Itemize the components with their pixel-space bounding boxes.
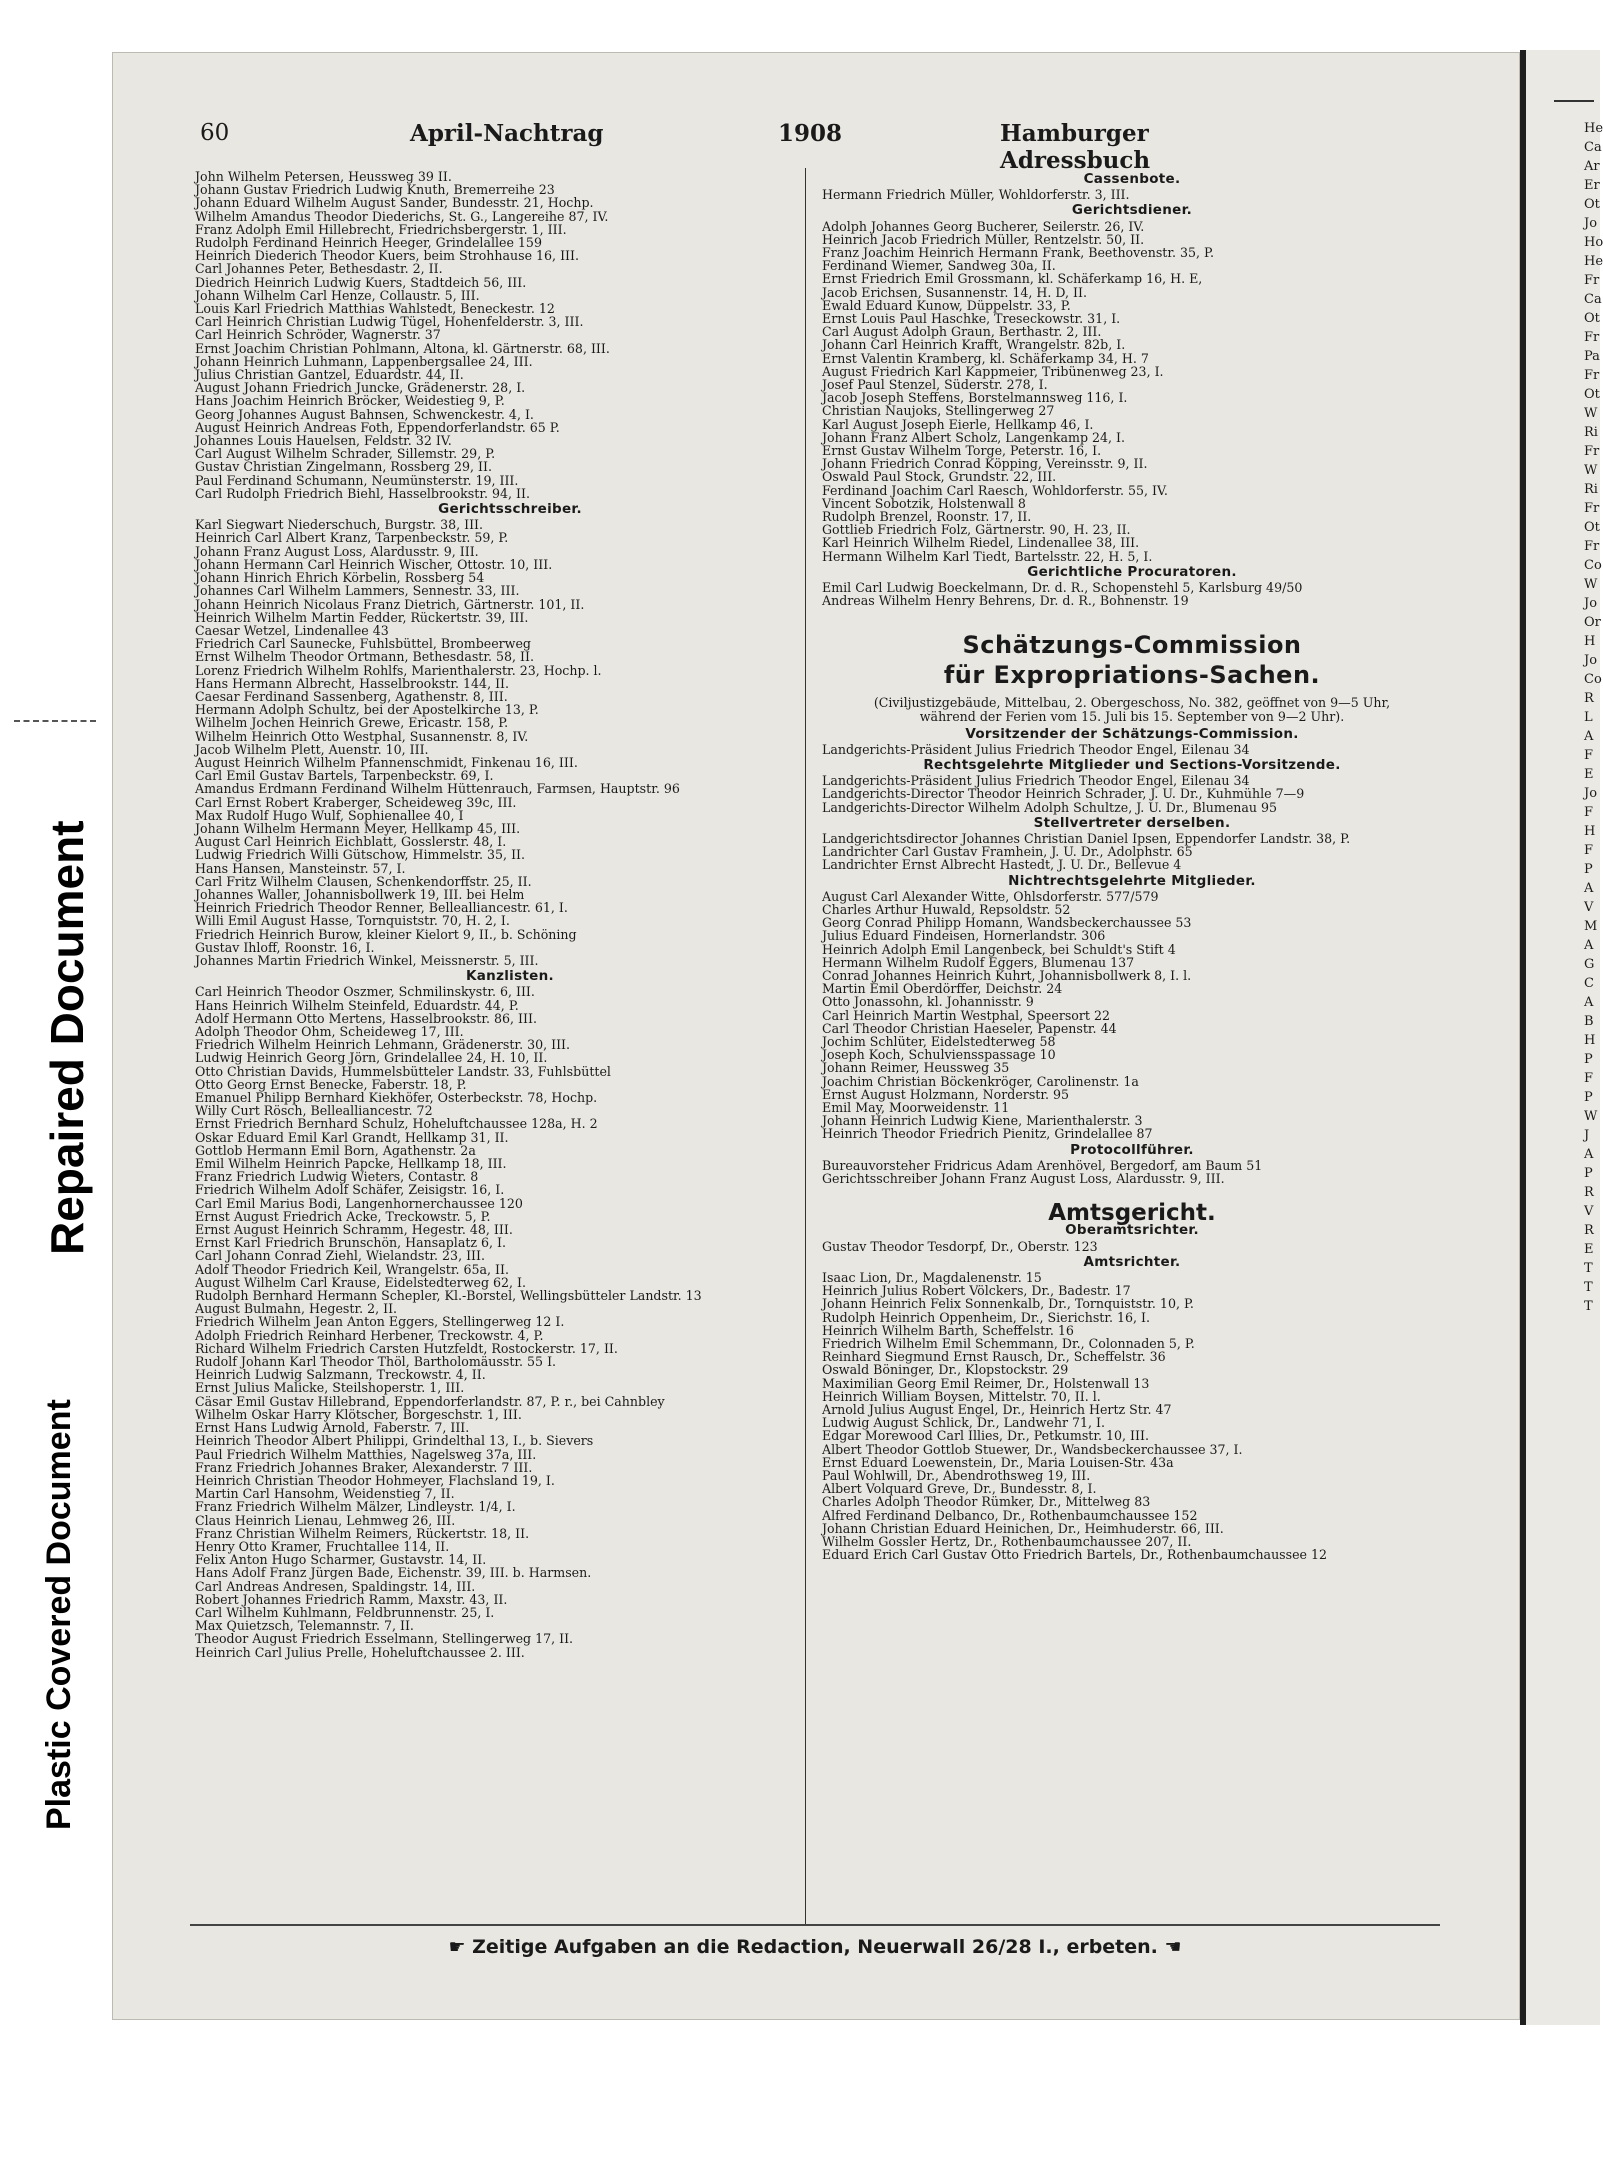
directory-entry: Friedrich Wilhelm Adolf Schäfer, Zeisigstr. 16, I.: [195, 1182, 505, 1198]
directory-entry: Adolph Johannes Georg Bucherer, Seilerstr. 26, IV.: [822, 218, 1145, 234]
next-page-fragment: P: [1584, 862, 1593, 877]
directory-entry: Jacob Joseph Steffens, Borstelmannsweg 116, I.: [822, 390, 1128, 406]
directory-entry: Ludwig Friedrich Willi Gütschow, Himmelstr. 35, II.: [195, 847, 526, 863]
next-page-fragment: R: [1584, 1223, 1594, 1238]
directory-entry: Johann Hermann Carl Heinrich Wischer, Ottostr. 10, III.: [195, 556, 553, 572]
directory-entry: August Bulmahn, Hegestr. 2, II.: [195, 1301, 398, 1317]
directory-entry: Johann Heinrich Ludwig Kiene, Marienthalerstr. 3: [822, 1113, 1143, 1129]
directory-entry: Carl Emil Marius Bodi, Langenhornerchaussee 120: [195, 1195, 523, 1211]
directory-entry: Amandus Erdmann Ferdinand Wilhelm Hüttenrauch, Farmsen, Hauptstr. 96: [195, 781, 680, 797]
directory-entry: Ernst Julius Malicke, Steilshoperstr. 1, III.: [195, 1380, 465, 1396]
directory-entry: Carl Ernst Robert Kraberger, Scheideweg 39c, III.: [195, 794, 517, 810]
next-page-fragment: Er: [1584, 178, 1600, 193]
header-year: 1908: [778, 120, 843, 147]
directory-entry: Isaac Lion, Dr., Magdalenenstr. 15: [822, 1270, 1042, 1286]
plastic-covered-label: Plastic Covered Document: [40, 1399, 78, 1830]
directory-entry: Albert Volquard Greve, Dr., Bundesstr. 8, I.: [822, 1481, 1097, 1497]
directory-entry: Bureauvorsteher Fridricus Adam Arenhövel, Bergedorf, am Baum 51: [822, 1157, 1263, 1173]
directory-entry: Carl August Adolph Graun, Berthastr. 2, III.: [822, 324, 1102, 340]
directory-entry: Franz Friedrich Ludwig Wieters, Contastr. 8: [195, 1169, 479, 1185]
section-heading: Nichtrechtsgelehrte Mitglieder.: [1008, 872, 1256, 889]
directory-entry: Heinrich Christian Theodor Hohmeyer, Flachsland 19, I.: [195, 1472, 555, 1488]
next-page-fragment: Ca: [1584, 140, 1602, 155]
directory-entry: Ernst Friedrich Emil Grossmann, kl. Schäferkamp 16, H. E,: [822, 271, 1203, 287]
directory-entry: Friedrich Wilhelm Jean Anton Eggers, Stellingerweg 12 I.: [195, 1314, 565, 1330]
next-page-fragment: Fr: [1584, 273, 1600, 288]
directory-entry: Carl Heinrich Schröder, Wagnerstr. 37: [195, 327, 441, 343]
next-page-edge: [1526, 50, 1603, 2025]
directory-entry: Johann Heinrich Nicolaus Franz Dietrich, Gärtnerstr. 101, II.: [195, 596, 585, 612]
directory-entry: Hans Adolf Franz Jürgen Bade, Eichenstr. 39, III. b. Harmsen.: [195, 1565, 592, 1581]
directory-entry: Ernst August Holzmann, Norderstr. 95: [822, 1086, 1070, 1102]
directory-entry: Hans Hermann Albrecht, Hasselbrookstr. 144, II.: [195, 675, 510, 691]
next-page-fragment: Jo: [1584, 786, 1598, 801]
directory-entry: Johann Gustav Friedrich Ludwig Knuth, Bremerreihe 23: [195, 182, 555, 198]
directory-entry: Johann Franz August Loss, Alardusstr. 9, III.: [195, 543, 479, 559]
next-page-fragment: Ot: [1584, 311, 1600, 326]
directory-entry: Johannes Carl Wilhelm Lammers, Sennestr. 33, III.: [195, 583, 520, 599]
next-page-fragment: E: [1584, 767, 1594, 782]
directory-entry: Gottlieb Friedrich Folz, Gärtnerstr. 90, H. 23, II.: [822, 522, 1131, 538]
directory-entry: Rudolph Bernhard Hermann Schepler, Kl.-Borstel, Wellingsbütteler Landstr. 13: [195, 1288, 702, 1304]
next-page-fragment: F: [1584, 748, 1594, 763]
directory-entry: Max Rudolf Hugo Wulf, Sophienallee 40, I: [195, 807, 464, 823]
directory-entry: Landgerichtsdirector Johannes Christian Daniel Ipsen, Eppendorfer Landstr. 38, P.: [822, 830, 1351, 846]
next-page-fragment: P: [1584, 1090, 1593, 1105]
directory-entry: Georg Conrad Philipp Homann, Wandsbeckerchaussee 53: [822, 915, 1192, 931]
directory-entry: Karl August Joseph Eierle, Hellkamp 46, I.: [822, 416, 1094, 432]
directory-entry: August Friedrich Karl Kappmeier, Tribünenweg 23, I.: [822, 363, 1164, 379]
next-page-fragment: Fr: [1584, 444, 1600, 459]
directory-entry: Christian Naujoks, Stellingerweg 27: [822, 403, 1055, 419]
next-page-fragment: W: [1584, 1109, 1598, 1124]
directory-entry: Oskar Eduard Emil Karl Grandt, Hellkamp 31, II.: [195, 1129, 509, 1145]
directory-entry: Alfred Ferdinand Delbanco, Dr., Rothenbaumchaussee 152: [822, 1507, 1198, 1523]
directory-entry: Johann Carl Heinrich Krafft, Wrangelstr. 82b, I.: [822, 337, 1126, 353]
directory-entry: Julius Eduard Findeisen, Hornerlandstr. 306: [822, 928, 1106, 944]
next-page-fragment: F: [1584, 805, 1594, 820]
next-page-fragment: P: [1584, 1052, 1593, 1067]
directory-entry: Heinrich Adolph Emil Langenbeck, bei Schuldt's Stift 4: [822, 941, 1176, 957]
repaired-document-label: Repaired Document: [41, 820, 93, 1255]
directory-entry: Willi Emil August Hasse, Tornquiststr. 70, H. 2, I.: [195, 913, 510, 929]
directory-entry: Carl Heinrich Martin Westphal, Speersort 22: [822, 1007, 1110, 1023]
section-heading: Gerichtliche Procuratoren.: [1027, 563, 1237, 580]
directory-entry: Karl Heinrich Wilhelm Riedel, Lindenallee 38, III.: [822, 535, 1140, 551]
next-page-fragment: Ri: [1584, 425, 1598, 440]
next-page-fragment: A: [1584, 1147, 1594, 1162]
directory-entry: Carl August Wilhelm Schrader, Sillemstr. 29, P.: [195, 446, 496, 462]
directory-entry: Louis Karl Friedrich Matthias Wahlstedt, Beneckestr. 12: [195, 301, 555, 317]
directory-entry: Henry Otto Kramer, Fruchtallee 114, II.: [195, 1538, 450, 1554]
section-heading: Rechtsgelehrte Mitglieder und Sections-Vorsitzende.: [923, 756, 1341, 773]
directory-entry: Hermann Friedrich Müller, Wohldorferstr. 3, III.: [822, 187, 1130, 203]
directory-entry: Ernst Joachim Christian Pohlmann, Altona, kl. Gärtnerstr. 68, III.: [195, 340, 610, 356]
section-heading: Kanzlisten.: [466, 968, 554, 985]
next-page-fragment: M: [1584, 919, 1598, 934]
directory-entry: Gustav Theodor Tesdorpf, Dr., Oberstr. 123: [822, 1238, 1098, 1254]
next-page-fragment: T: [1584, 1261, 1593, 1276]
header-title: Hamburger Adressbuch: [1000, 120, 1151, 174]
next-page-fragment: Ri: [1584, 482, 1598, 497]
left-column-entries: [195, 170, 825, 1659]
directory-entry: Gerichtsschreiber Johann Franz August Loss, Alardusstr. 9, III.: [822, 1171, 1225, 1186]
directory-entry: Hans Hansen, Mansteinstr. 57, I.: [195, 860, 406, 876]
next-page-fragment: V: [1584, 900, 1594, 915]
next-page-fragment: Co: [1584, 672, 1602, 687]
directory-entry: Adolph Theodor Ohm, Scheideweg 17, III.: [195, 1024, 464, 1039]
next-page-fragment: Jo: [1584, 653, 1598, 668]
directory-entry: Landgerichts-Director Theodor Heinrich Schrader, J. U. Dr., Kuhmühle 7—9: [822, 786, 1305, 802]
directory-entry: Heinrich Ludwig Salzmann, Treckowstr. 4, II.: [195, 1367, 486, 1383]
directory-entry: Paul Ferdinand Schumann, Neumünsterstr. 19, III.: [195, 472, 519, 488]
directory-entry: Adolph Friedrich Reinhard Herbener, Treckowstr. 4, P.: [195, 1327, 544, 1343]
directory-entry: Johannes Waller, Johannisbollwerk 19, III. bei Helm: [195, 886, 525, 902]
next-page-fragment: Fr: [1584, 368, 1600, 383]
directory-entry: Heinrich Wilhelm Martin Fedder, Rückertstr. 39, III.: [195, 609, 529, 625]
directory-entry: Carl Rudolph Friedrich Biehl, Hasselbrookstr. 94, II.: [195, 485, 530, 501]
directory-entry: Rudolph Heinrich Oppenheim, Dr., Sierichstr. 16, I.: [822, 1309, 1151, 1325]
directory-entry: Hermann Wilhelm Karl Tiedt, Bartelsstr. 22, H. 5, I.: [822, 548, 1153, 564]
directory-entry: Ernst Wilhelm Theodor Ortmann, Bethesdastr. 58, II.: [195, 649, 534, 665]
next-page-fragment: L: [1584, 710, 1593, 725]
cut-line: [14, 720, 96, 722]
directory-entry: Jacob Wilhelm Plett, Auenstr. 10, III.: [195, 741, 429, 757]
page-header: [200, 120, 1260, 174]
next-page-fragment: W: [1584, 577, 1598, 592]
directory-entry: Otto Christian Davids, Hummelsbütteler Landstr. 33, Fuhlsbüttel: [195, 1063, 611, 1079]
amtsgericht-entries: [822, 1224, 1442, 1561]
directory-entry: Wilhelm Oskar Harry Klötscher, Borgeschstr. 1, III.: [195, 1406, 522, 1422]
next-page-fragment: V: [1584, 1204, 1594, 1219]
next-page-fragment: Ot: [1584, 520, 1600, 535]
directory-entry: Ferdinand Joachim Carl Raesch, Wohldorferstr. 55, IV.: [822, 482, 1168, 498]
section-heading: Gerichtsdiener.: [1071, 202, 1193, 219]
directory-entry: Franz Adolph Emil Hillebrecht, Friedrichsbergerstr. 1, III.: [195, 221, 567, 237]
directory-entry: Johann Franz Albert Scholz, Langenkamp 24, I.: [822, 429, 1126, 445]
directory-entry: Wilhelm Jochen Heinrich Grewe, Ericastr. 158, P.: [195, 715, 509, 731]
commission-note-1: (Civiljustizgebäude, Mittelbau, 2. Obergeschoss, No. 382, geöffnet von 9—5 Uhr,: [873, 694, 1391, 710]
next-page-fragment: A: [1584, 881, 1594, 896]
directory-entry: Johann Christian Eduard Heinichen, Dr., Heimhuderstr. 66, III.: [822, 1520, 1224, 1536]
directory-entry: Friedrich Carl Saunecke, Fuhlsbüttel, Brombeerweg: [195, 636, 531, 652]
directory-entry: Jochim Schlüter, Eidelstedterweg 58: [822, 1033, 1056, 1049]
next-page-fragment: Co: [1584, 558, 1602, 573]
next-page-fragment: R: [1584, 691, 1594, 706]
footer-rule: [190, 1924, 1440, 1926]
directory-entry: Theodor August Friedrich Esselmann, Stellingerweg 17, II.: [195, 1631, 574, 1647]
directory-entry: Felix Anton Hugo Scharmer, Gustavstr. 14, II.: [195, 1552, 487, 1568]
scan-background: [0, 2025, 1600, 2177]
directory-entry: Carl Heinrich Theodor Oszmer, Schmilinskystr. 6, III.: [195, 984, 535, 1000]
commission-title-1: Schätzungs-Commission: [962, 630, 1302, 659]
court-staff-entries: [822, 173, 1442, 608]
next-page-fragment: Fr: [1584, 330, 1600, 345]
directory-entry: Caesar Wetzel, Lindenallee 43: [195, 622, 389, 638]
directory-entry: Albert Theodor Gottlob Stuewer, Dr., Wandsbeckerchaussee 37, I.: [822, 1441, 1243, 1457]
directory-entry: Friedrich Heinrich Burow, kleiner Kielort 9, II., b. Schöning: [195, 926, 577, 942]
directory-entry: Emanuel Philipp Bernhard Kiekhöfer, Osterbeckstr. 78, Hochp.: [195, 1090, 598, 1106]
directory-entry: Carl Johannes Peter, Bethesdastr. 2, II.: [195, 261, 443, 277]
directory-entry: Diedrich Heinrich Ludwig Kuers, Stadtdeich 56, III.: [195, 274, 527, 290]
directory-entry: Martin Emil Oberdörffer, Deichstr. 24: [822, 981, 1063, 997]
next-page-fragment: H: [1584, 824, 1596, 839]
directory-entry: Ewald Eduard Kunow, Düppelstr. 33, P.: [822, 297, 1071, 313]
directory-entry: Joachim Christian Böckenkröger, Carolinenstr. 1a: [822, 1073, 1139, 1089]
directory-entry: Carl Andreas Andresen, Spaldingstr. 14, III.: [195, 1578, 476, 1594]
directory-entry: John Wilhelm Petersen, Heussweg 39 II.: [195, 169, 452, 184]
next-page-fragment: C: [1584, 976, 1594, 991]
directory-entry: Carl Johann Conrad Ziehl, Wielandstr. 23, III.: [195, 1248, 486, 1264]
directory-entry: Rudolph Ferdinand Heinrich Heeger, Grindelallee 159: [195, 235, 542, 251]
directory-entry: Ernst Louis Paul Haschke, Treseckowstr. 31, I.: [822, 311, 1121, 327]
directory-entry: Heinrich Jacob Friedrich Müller, Rentzelstr. 50, II.: [822, 231, 1145, 247]
directory-entry: Gustav Christian Zingelmann, Rossberg 29, II.: [195, 459, 492, 475]
directory-entry: Oswald Paul Stock, Grundstr. 22, III.: [822, 469, 1057, 485]
directory-entry: Vincent Sobotzik, Holstenwall 8: [822, 495, 1026, 511]
directory-entry: Carl Wilhelm Kuhlmann, Feldbrunnenstr. 25, I.: [195, 1604, 495, 1620]
directory-entry: Rudolf Johann Karl Theodor Thöl, Bartholomäusstr. 55 I.: [195, 1354, 557, 1370]
directory-entry: Charles Adolph Theodor Rümker, Dr., Mittelweg 83: [822, 1494, 1151, 1510]
directory-entry: Wilhelm Gossler Hertz, Dr., Rothenbaumchaussee 207, II.: [822, 1534, 1192, 1550]
next-page-fragment: W: [1584, 463, 1598, 478]
next-page-rule: [1554, 100, 1594, 102]
directory-entry: Ernst Gustav Wilhelm Torge, Peterstr. 16, I.: [822, 443, 1102, 459]
next-page-fragment: G: [1584, 957, 1595, 972]
next-page-fragment: E: [1584, 1242, 1594, 1257]
directory-entry: Heinrich Wilhelm Barth, Scheffelstr. 16: [822, 1322, 1074, 1338]
directory-entry: Gustav Ihloff, Roonstr. 16, I.: [195, 939, 375, 955]
directory-entry: Edgar Morewood Carl Illies, Dr., Petkumstr. 10, III.: [822, 1428, 1149, 1444]
left-column: [195, 170, 825, 1659]
directory-entry: Otto Jonassohn, kl. Johannisstr. 9: [822, 994, 1034, 1010]
directory-entry: Otto Georg Ernst Benecke, Faberstr. 18, P.: [195, 1076, 467, 1092]
directory-entry: Heinrich Friedrich Theodor Renner, Bellealliancestr. 61, I.: [195, 900, 568, 916]
directory-entry: Johann Heinrich Luhmann, Lappenbergsallee 24, III.: [195, 353, 533, 369]
directory-entry: Conrad Johannes Heinrich Kuhrt, Johannisbollwerk 8, I. l.: [822, 967, 1192, 983]
directory-entry: Max Quietzsch, Telemannstr. 7, II.: [195, 1618, 414, 1634]
directory-entry: Paul Friedrich Wilhelm Matthies, Nagelsweg 37a, III.: [195, 1446, 537, 1462]
directory-entry: Arnold Julius August Engel, Dr., Heinrich Hertz Str. 47: [822, 1402, 1172, 1418]
section-heading: Amtsrichter.: [1083, 1253, 1181, 1270]
directory-entry: Lorenz Friedrich Wilhelm Rohlfs, Marienthalerstr. 23, Hochp. l.: [195, 662, 602, 678]
directory-entry: Josef Paul Stenzel, Süderstr. 278, I.: [822, 377, 1048, 393]
section-heading: Vorsitzender der Schätzungs-Commission.: [965, 725, 1299, 742]
directory-entry: Carl Emil Gustav Bartels, Tarpenbeckstr. 69, I.: [195, 768, 494, 784]
directory-entry: Johann Reimer, Heussweg 35: [822, 1060, 1010, 1076]
section-heading: Cassenbote.: [1083, 171, 1181, 187]
directory-entry: Landgerichts-Präsident Julius Friedrich Theodor Engel, Eilenau 34: [822, 741, 1250, 757]
next-page-fragment: H: [1584, 634, 1596, 649]
directory-entry: Franz Friedrich Johannes Braker, Alexanderstr. 7 III.: [195, 1459, 533, 1475]
directory-entry: Willy Curt Rösch, Bellealliancestr. 72: [195, 1103, 433, 1119]
header-section: April-Nachtrag: [410, 120, 604, 147]
directory-entry: Julius Christian Gantzel, Eduardstr. 44, II.: [195, 367, 464, 383]
directory-entry: Friedrich Wilhelm Heinrich Lehmann, Grädenerstr. 30, III.: [195, 1037, 571, 1053]
directory-entry: Emil Carl Ludwig Boeckelmann, Dr. d. R., Schopenstehl 5, Karlsburg 49/50: [822, 580, 1303, 596]
directory-entry: Ernst August Heinrich Schramm, Hegestr. 48, III.: [195, 1222, 513, 1238]
section-heading: Protocollführer.: [1070, 1141, 1194, 1158]
directory-entry: Cäsar Emil Gustav Hillebrand, Eppendorferlandstr. 87, P. r., bei Cahnbley: [195, 1393, 665, 1409]
directory-entry: Charles Arthur Huwald, Repsoldstr. 52: [822, 901, 1071, 917]
next-page-fragment: Ar: [1584, 159, 1600, 174]
directory-entry: Richard Wilhelm Friedrich Carsten Hutzfeldt, Rostockerstr. 17, II.: [195, 1340, 618, 1356]
directory-entry: Johannes Louis Hauelsen, Feldstr. 32 IV.: [195, 433, 452, 449]
directory-entry: Heinrich Carl Julius Prelle, Hoheluftchaussee 2. III.: [195, 1644, 525, 1660]
directory-entry: Wilhelm Heinrich Otto Westphal, Susannenstr. 8, IV.: [195, 728, 529, 744]
directory-entry: Hermann Wilhelm Rudolf Eggers, Blumenau 137: [822, 954, 1135, 970]
directory-entry: Heinrich Theodor Friedrich Pienitz, Grindelallee 87: [822, 1126, 1153, 1142]
directory-entry: Oswald Böninger, Dr., Klopstockstr. 29: [822, 1362, 1069, 1378]
next-page-fragment: H: [1584, 1033, 1596, 1048]
directory-entry: Franz Christian Wilhelm Reimers, Rückertstr. 18, II.: [195, 1525, 530, 1541]
directory-entry: Martin Carl Hansohm, Weidenstieg 7, II.: [195, 1486, 455, 1502]
next-page-fragment: R: [1584, 1185, 1594, 1200]
directory-entry: Heinrich Carl Albert Kranz, Tarpenbeckstr. 59, P.: [195, 530, 509, 546]
next-page-fragment: F: [1584, 843, 1594, 858]
directory-entry: Landrichter Ernst Albrecht Hastedt, J. U. Dr., Bellevue 4: [822, 857, 1182, 873]
directory-entry: Ernst August Friedrich Acke, Treckowstr. 5, P.: [195, 1208, 491, 1224]
directory-entry: Ernst Karl Friedrich Brunschön, Hansaplatz 6, I.: [195, 1235, 507, 1251]
next-page-fragment: J: [1584, 1128, 1590, 1143]
directory-entry: August Carl Alexander Witte, Ohlsdorferstr. 577/579: [822, 888, 1159, 904]
directory-entry: Heinrich Julius Robert Völckers, Dr., Badestr. 17: [822, 1283, 1131, 1299]
directory-entry: Joseph Koch, Schulviensspassage 10: [822, 1047, 1056, 1063]
next-page-fragment: P: [1584, 1166, 1593, 1181]
next-page-fragment: Jo: [1584, 216, 1598, 231]
page-number: 60: [200, 120, 230, 146]
directory-entry: Andreas Wilhelm Henry Behrens, Dr. d. R., Bohnenstr. 19: [822, 593, 1189, 609]
directory-entry: Friedrich Wilhelm Emil Schemmann, Dr., Colonnaden 5, P.: [822, 1336, 1195, 1352]
next-page-fragment: Ot: [1584, 387, 1600, 402]
directory-entry: Landgerichts-Director Wilhelm Adolph Schultze, J. U. Dr., Blumenau 95: [822, 799, 1278, 815]
directory-entry: Reinhard Siegmund Ernst Rausch, Dr., Scheffelstr. 36: [822, 1349, 1166, 1365]
directory-entry: Johann Wilhelm Carl Henze, Collaustr. 5, III.: [195, 287, 480, 303]
right-column: [822, 170, 1442, 1561]
directory-entry: Maximilian Georg Emil Reimer, Dr., Holstenwall 13: [822, 1375, 1150, 1391]
next-page-fragment: A: [1584, 938, 1594, 953]
directory-entry: Landgerichts-Präsident Julius Friedrich Theodor Engel, Eilenau 34: [822, 773, 1250, 789]
next-page-fragment: Jo: [1584, 596, 1598, 611]
directory-entry: August Wilhelm Carl Krause, Eidelstedterweg 62, I.: [195, 1274, 527, 1290]
directory-entry: Gottlob Hermann Emil Born, Agathenstr. 2a: [195, 1142, 476, 1158]
footer-text: Zeitige Aufgaben an die Redaction, Neuerwall 26/28 I., erbeten.: [472, 1936, 1158, 1958]
directory-entry: Georg Johannes August Bahnsen, Schwenckestr. 4, I.: [195, 406, 534, 422]
next-page-fragment: B: [1584, 1014, 1594, 1029]
next-page-fragment: Pa: [1584, 349, 1600, 364]
next-page-fragment: Ho: [1584, 235, 1603, 250]
directory-entry: August Johann Friedrich Juncke, Grädenerstr. 28, I.: [195, 380, 526, 396]
directory-entry: Ernst Hans Ludwig Arnold, Faberstr. 7, III.: [195, 1420, 470, 1436]
next-page-fragment: A: [1584, 995, 1594, 1010]
directory-entry: Caesar Ferdinand Sassenberg, Agathenstr. 8, III.: [195, 688, 508, 704]
directory-entry: Johann Friedrich Conrad Köpping, Vereinsstr. 9, II.: [822, 456, 1148, 472]
directory-entry: August Heinrich Andreas Foth, Eppendorferlandstr. 65 P.: [195, 419, 560, 435]
directory-entry: Johann Heinrich Felix Sonnenkalb, Dr., Tornquiststr. 10, P.: [822, 1296, 1194, 1312]
directory-entry: Karl Siegwart Niederschuch, Burgstr. 38, III.: [195, 517, 484, 533]
directory-entry: Heinrich William Boysen, Mittelstr. 70, II. l.: [822, 1388, 1101, 1404]
directory-entry: August Carl Heinrich Eichblatt, Gosslerstr. 48, I.: [195, 834, 507, 850]
next-page-fragment: Ot: [1584, 197, 1600, 212]
next-page-fragment: F: [1584, 1071, 1594, 1086]
directory-entry: Rudolph Brenzel, Roonstr. 17, II.: [822, 509, 1032, 525]
next-page-fragment: Fr: [1584, 539, 1600, 554]
directory-entry: Ludwig Heinrich Georg Jörn, Grindelallee 24, H. 10, II.: [195, 1050, 548, 1066]
next-page-fragment: Ca: [1584, 292, 1602, 307]
directory-entry: Ferdinand Wiemer, Sandweg 30a, II.: [822, 258, 1056, 274]
next-page-fragment: W: [1584, 406, 1598, 421]
directory-entry: Carl Theodor Christian Haeseler, Papenstr. 44: [822, 1020, 1117, 1036]
directory-entry: Johann Hinrich Ehrich Körbelin, Rossberg 54: [195, 570, 485, 586]
directory-entry: Claus Heinrich Lienau, Lehmweg 26, III.: [195, 1512, 456, 1528]
section-heading: Stellvertreter derselben.: [1033, 814, 1231, 831]
next-page-fragment: T: [1584, 1299, 1593, 1314]
scan-side-strip: [0, 0, 108, 2177]
directory-entry: Ernst Valentin Kramberg, kl. Schäferkamp 34, H. 7: [822, 350, 1149, 366]
commission-title-2: für Expropriations-Sachen.: [943, 660, 1321, 689]
pointing-hand-icon: ☚: [1157, 1936, 1182, 1958]
footer-notice: [190, 1936, 1440, 1958]
directory-entry: Ernst Friedrich Bernhard Schulz, Hoheluftchaussee 128a, H. 2: [195, 1116, 598, 1132]
section-heading: Oberamtsrichter.: [1065, 1222, 1199, 1239]
directory-entry: Johann Eduard Wilhelm August Sander, Bundesstr. 21, Hochp.: [195, 195, 594, 211]
directory-entry: August Heinrich Wilhelm Pfannenschmidt, Finkenau 16, III.: [195, 754, 578, 770]
directory-entry: Adolf Theodor Friedrich Keil, Wrangelstr. 65a, II.: [195, 1261, 509, 1277]
directory-entry: Hans Joachim Heinrich Bröcker, Weidestieg 9, P.: [195, 393, 505, 409]
directory-entry: Franz Friedrich Wilhelm Mälzer, Lindleystr. 1/4, I.: [195, 1499, 516, 1515]
directory-entry: Ernst Eduard Loewenstein, Dr., Maria Louisen-Str. 43a: [822, 1454, 1174, 1470]
directory-entry: Wilhelm Amandus Theodor Diederichs, St. G., Langereihe 87, IV.: [195, 208, 609, 224]
commission-note-2: während der Ferien vom 15. Juli bis 15. September von 9—2 Uhr).: [919, 708, 1345, 724]
next-page-fragment: He: [1584, 254, 1603, 269]
next-page-fragment: Fr: [1584, 501, 1600, 516]
directory-entry: Adolf Hermann Otto Mertens, Hasselbrookstr. 86, III.: [195, 1010, 537, 1026]
next-page-fragment: Or: [1584, 615, 1601, 630]
pointing-hand-icon: ☛: [448, 1936, 473, 1958]
commission-entries: [822, 725, 1442, 1186]
directory-entry: Ludwig August Schlick, Dr., Landwehr 71, I.: [822, 1415, 1106, 1431]
next-page-fragment: A: [1584, 729, 1594, 744]
directory-entry: Paul Wohlwill, Dr., Abendrothsweg 19, III.: [822, 1468, 1091, 1484]
directory-entry: Eduard Erich Carl Gustav Otto Friedrich Bartels, Dr., Rothenbaumchaussee 12: [822, 1547, 1328, 1563]
section-heading: Gerichtsschreiber.: [438, 501, 582, 518]
next-page-fragment: T: [1584, 1280, 1593, 1295]
directory-entry: Johann Wilhelm Hermann Meyer, Hellkamp 45, III.: [195, 820, 521, 836]
amtsgericht-title: Amtsgericht.: [1048, 1200, 1216, 1227]
directory-entry: Robert Johannes Friedrich Ramm, Maxstr. 43, II.: [195, 1591, 508, 1607]
directory-entry: Heinrich Diederich Theodor Kuers, beim Strohhause 16, III.: [195, 248, 579, 264]
directory-entry: Heinrich Theodor Albert Philippi, Grindelthal 13, I., b. Sievers: [195, 1433, 594, 1449]
directory-entry: Jacob Erichsen, Susannenstr. 14, H. D, II.: [822, 284, 1087, 300]
next-page-fragment: He: [1584, 121, 1603, 136]
directory-entry: Emil Wilhelm Heinrich Papcke, Hellkamp 18, III.: [195, 1156, 507, 1172]
directory-entry: Hermann Adolph Schultz, bei der Apostelkirche 13, P.: [195, 702, 539, 718]
directory-entry: Franz Joachim Heinrich Hermann Frank, Beethovenstr. 35, P.: [822, 245, 1214, 261]
directory-entry: Carl Fritz Wilhelm Clausen, Schenkendorffstr. 25, II.: [195, 873, 532, 889]
directory-entry: Hans Heinrich Wilhelm Steinfeld, Eduardstr. 44, P.: [195, 997, 519, 1013]
directory-entry: Emil May, Moorweidenstr. 11: [822, 1099, 1010, 1115]
directory-entry: Carl Heinrich Christian Ludwig Tügel, Hohenfelderstr. 3, III.: [195, 314, 584, 330]
directory-entry: Johannes Martin Friedrich Winkel, Meissnerstr. 5, III.: [195, 952, 539, 968]
directory-entry: Landrichter Carl Gustav Framhein, J. U. Dr., Adolphstr. 65: [822, 844, 1193, 860]
